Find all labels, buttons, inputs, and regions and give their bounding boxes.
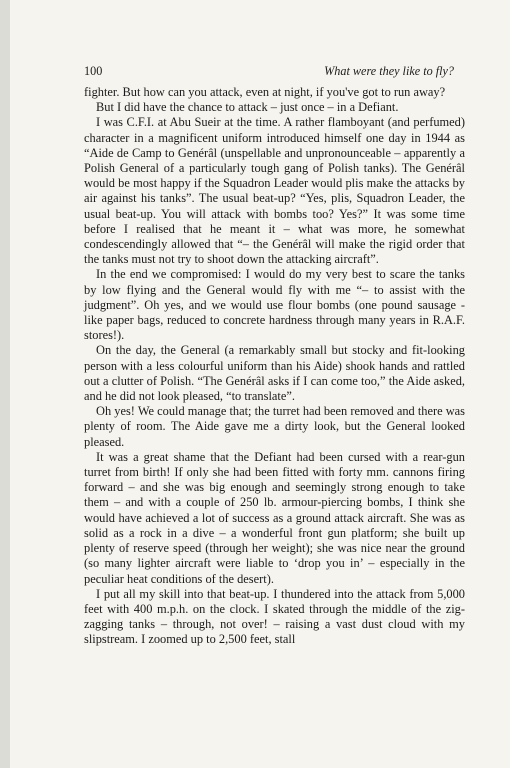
paragraph: Oh yes! We could manage that; the turret had been removed and there was plenty of room. The Aide gave me a dirty look, but the General looked pleased. <box>84 404 465 449</box>
paragraph: It was a great shame that the Defiant had been cursed with a rear-gun turret from birth! If only she had been fitted with forty mm. cannons firing forward – and she was big enough and seemingly strong enough to take them – and with a couple of 250 lb. armour-piercing bombs, I think she would have achieved a lot of success as a ground attack aircraft. She was as solid as a rock in a dive – a wonderful front gun platform; she built up plenty of reserve speed (through her weight); she was nice near the ground (so many lighter aircraft were liable to ‘drop you in’ – especially in the peculiar heat conditions of the desert). <box>84 449 465 586</box>
paragraph: I put all my skill into that beat-up. I thundered into the attack from 5,000 feet with 400 m.p.h. on the clock. I skated through the middle of the zig-zagging tanks – through, not over! – raising a vast dust cloud with my slipstream. I zoomed up to 2,500 feet, stall <box>84 586 465 647</box>
book-page <box>10 0 510 768</box>
running-title: What were they like to fly? <box>324 64 454 78</box>
paragraph: But I did have the chance to attack – just once – in a Defiant. <box>96 100 399 115</box>
body-text <box>84 85 465 648</box>
page-header <box>84 64 454 80</box>
page-number: 100 <box>84 64 103 78</box>
paragraph: I was C.F.I. at Abu Sueir at the time. A rather flamboyant (and perfumed) character in a magnificent uniform introduced himself one day in 1944 as “Aide de Camp to Genérâl (unspellable and unpronounceable – apparently a Polish General of a particularly tough gang of Polish tanks). The Genérâl would be most happy if the Squadron Leader would plis make the attacks by air against his tanks”. The usual beat-up? “Yes, plis, Squadron Leader, the usual beat-up. You will attack with bombs too? Yes?” It was some time before I realised that he meant it – what was more, he somewhat condescendingly allowed that “– the Genérâl will make the rigid order that the tanks must not try to shoot down the attacking aircraft”. <box>84 115 465 267</box>
paragraph: On the day, the General (a remarkably small but stocky and fit-looking person with a less colourful uniform than his Aide) shook hands and rattled out a clutter of Polish. “The Genérâl asks if I can come too,” the Aide asked, and he did not look pleased, “to translate”. <box>84 343 465 404</box>
paragraph: fighter. But how can you attack, even at night, if you've got to run away? <box>84 85 446 99</box>
paragraph: In the end we compromised: I would do my very best to scare the tanks by low flying and the General would fly with me “– to assist with the judgment”. Oh yes, and we would use flour bombs (one pound sausage - like paper bags, reduced to concrete hardness through many years in R.A.F. stores!). <box>84 267 465 343</box>
